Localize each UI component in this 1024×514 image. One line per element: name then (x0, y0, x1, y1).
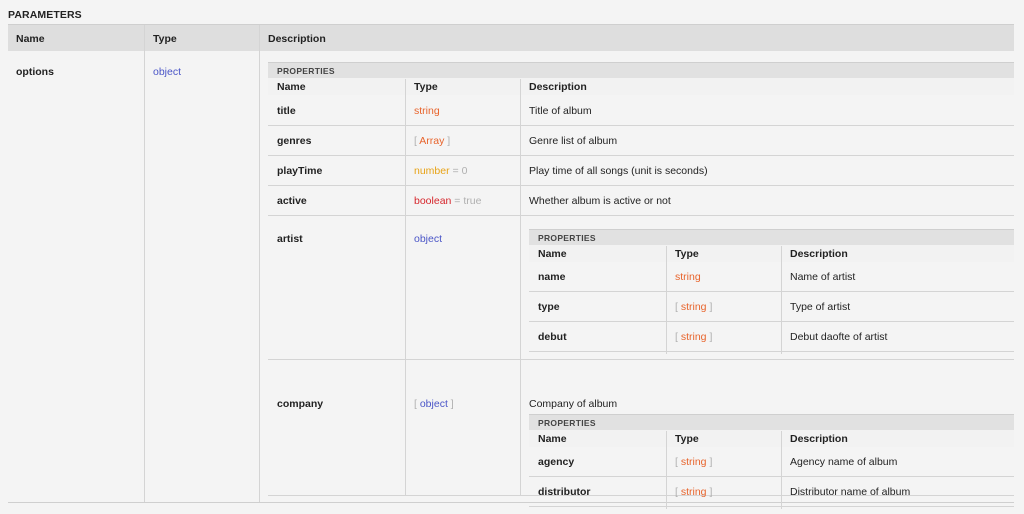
header-description: Description (268, 33, 326, 45)
prop-name: name (538, 271, 566, 283)
header-type: Type (675, 433, 699, 445)
type-label: number (414, 165, 450, 177)
parameters-table (8, 24, 1014, 503)
prop-name: genres (277, 135, 312, 147)
prop-description: Genre list of album (529, 135, 618, 147)
prop-type (414, 165, 467, 177)
bracket-close: ] (447, 135, 451, 147)
prop-description: Distributor name of album (790, 486, 911, 498)
prop-name: title (277, 105, 296, 117)
table-row (529, 262, 1014, 292)
param-name: options (16, 66, 54, 78)
type-label: string (680, 331, 707, 343)
prop-type (414, 135, 450, 147)
prop-description: Title of album (529, 105, 592, 117)
table-row (268, 186, 1014, 216)
header-description: Description (529, 81, 587, 93)
table-row (268, 216, 1014, 359)
prop-name: active (277, 195, 307, 207)
header-type: Type (153, 33, 177, 45)
prop-name: agency (538, 456, 575, 468)
prop-description: Type of artist (790, 301, 851, 313)
type-label: string (680, 486, 707, 498)
prop-type: string (414, 105, 440, 117)
prop-description: Name of artist (790, 271, 856, 283)
param-type: object (153, 66, 182, 78)
prop-description: Whether album is active or not (529, 195, 671, 207)
prop-description: Agency name of album (790, 456, 898, 468)
prop-name: artist (277, 233, 303, 245)
parameters-header (8, 24, 1014, 51)
header-name: Name (538, 433, 567, 445)
type-label: Array (419, 135, 445, 147)
bracket-close: ] (709, 331, 713, 343)
properties-table (268, 62, 1014, 498)
properties-label: PROPERTIES (529, 229, 1014, 245)
bracket-open: [ (675, 486, 678, 498)
table-row (268, 360, 1014, 496)
bracket-close: ] (450, 398, 454, 410)
prop-name: distributor (538, 486, 591, 498)
table-row (268, 126, 1014, 156)
table-row (529, 322, 1014, 352)
prop-description: Company of album (529, 398, 618, 410)
properties-header (268, 78, 1014, 95)
prop-type (675, 331, 712, 343)
prop-type (675, 301, 712, 313)
prop-type (675, 486, 712, 498)
header-name: Name (16, 33, 45, 45)
bracket-close: ] (709, 456, 713, 468)
prop-name: debut (538, 331, 567, 343)
prop-description: Debut daofte of artist (790, 331, 888, 343)
artist-properties-table (529, 229, 1014, 354)
column-divider (144, 25, 145, 502)
header-name: Name (538, 248, 567, 260)
bracket-open: [ (414, 398, 417, 410)
bracket-open: [ (675, 301, 678, 313)
prop-type (414, 398, 454, 410)
prop-description: Play time of all songs (unit is seconds) (529, 165, 708, 177)
prop-name: type (538, 301, 560, 313)
column-divider (259, 25, 260, 502)
header-name: Name (277, 81, 306, 93)
company-properties-table (529, 414, 1014, 498)
prop-type: object (414, 233, 443, 245)
bracket-close: ] (709, 301, 713, 313)
type-label: boolean (414, 195, 452, 207)
default-value: = true (454, 195, 482, 207)
prop-type (675, 456, 712, 468)
table-row (268, 156, 1014, 186)
type-label: object (419, 398, 448, 410)
bracket-close: ] (709, 486, 713, 498)
prop-type: string (675, 271, 701, 283)
bracket-open: [ (675, 331, 678, 343)
bracket-open: [ (414, 135, 417, 147)
table-row (529, 447, 1014, 477)
header-description: Description (790, 433, 848, 445)
prop-type (414, 195, 481, 207)
default-value: = 0 (452, 165, 468, 177)
properties-header (529, 430, 1014, 447)
prop-name: company (277, 398, 324, 410)
header-description: Description (790, 248, 848, 260)
type-label: string (680, 301, 707, 313)
table-row (529, 477, 1014, 507)
type-label: string (680, 456, 707, 468)
properties-label: PROPERTIES (268, 62, 1014, 78)
section-title: PARAMETERS (8, 9, 82, 21)
properties-label: PROPERTIES (529, 414, 1014, 430)
prop-name: playTime (277, 165, 323, 177)
header-type: Type (414, 81, 438, 93)
properties-header (529, 245, 1014, 262)
bracket-open: [ (675, 456, 678, 468)
header-type: Type (675, 248, 699, 260)
table-row (529, 292, 1014, 322)
table-row (268, 95, 1014, 126)
